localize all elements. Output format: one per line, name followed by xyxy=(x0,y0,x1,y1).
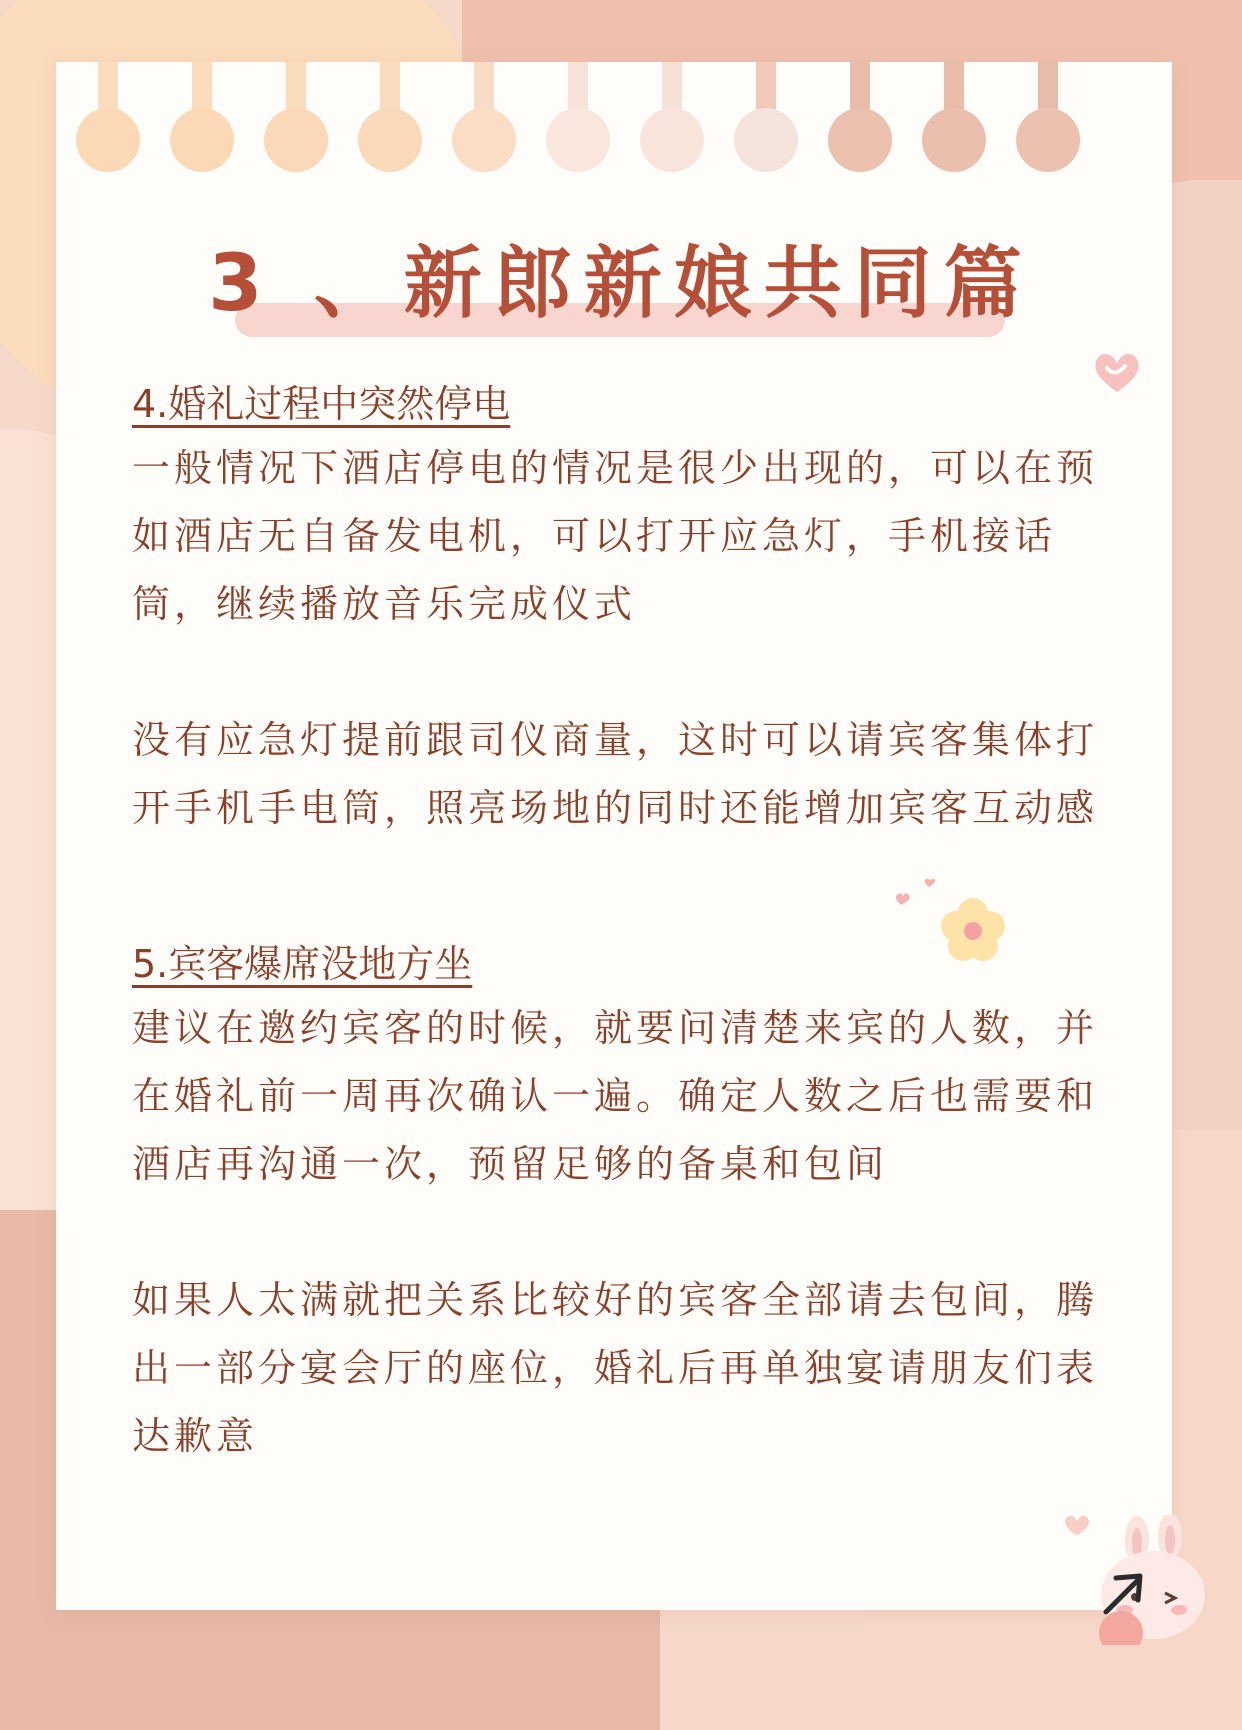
binder-hole xyxy=(640,62,704,172)
section-power-outage xyxy=(132,374,1122,842)
binder-hole xyxy=(452,62,516,172)
section-paragraph: 一般情况下酒店停电的情况是很少出现的，可以在预如酒店无自备发电机，可以打开应急灯，手机接话筒，继续播放音乐完成仪式 xyxy=(132,446,1099,626)
section-paragraph: 建议在邀约宾客的时候，就要问清楚来宾的人数，并在婚礼前一周再次确认一遍。确定人数之后也需要和酒店再沟通一次，预留足够的备桌和包间 xyxy=(132,1006,1099,1186)
binder-hole xyxy=(734,62,798,172)
heart-icon xyxy=(1087,342,1147,402)
page-title: 3 、新郎新娘共同篇 xyxy=(208,239,1034,329)
section-guest-overflow xyxy=(132,934,1122,1470)
binder-hole xyxy=(358,62,422,172)
binder-holes xyxy=(56,62,1172,172)
binder-hole xyxy=(1016,62,1080,172)
binder-hole xyxy=(922,62,986,172)
binder-hole xyxy=(828,62,892,172)
section-paragraph: 如果人太满就把关系比较好的宾客全部请去包间，腾出一部分宴会厅的座位，婚礼后再单独宴请朋友们表达歉意 xyxy=(132,1278,1099,1458)
binder-hole xyxy=(170,62,234,172)
binder-hole xyxy=(76,62,140,172)
cursor-arrow-icon xyxy=(1098,1560,1158,1620)
section-heading: 5.宾客爆席没地方坐 xyxy=(132,942,473,986)
binder-hole xyxy=(264,62,328,172)
title-container xyxy=(0,236,1242,332)
binder-hole xyxy=(546,62,610,172)
flower-icon xyxy=(938,895,1008,965)
section-paragraph: 没有应急灯提前跟司仪商量，这时可以请宾客集体打开手机手电筒，照亮场地的同时还能增加宾客互动感 xyxy=(132,718,1099,830)
section-heading: 4.婚礼过程中突然停电 xyxy=(132,382,511,426)
